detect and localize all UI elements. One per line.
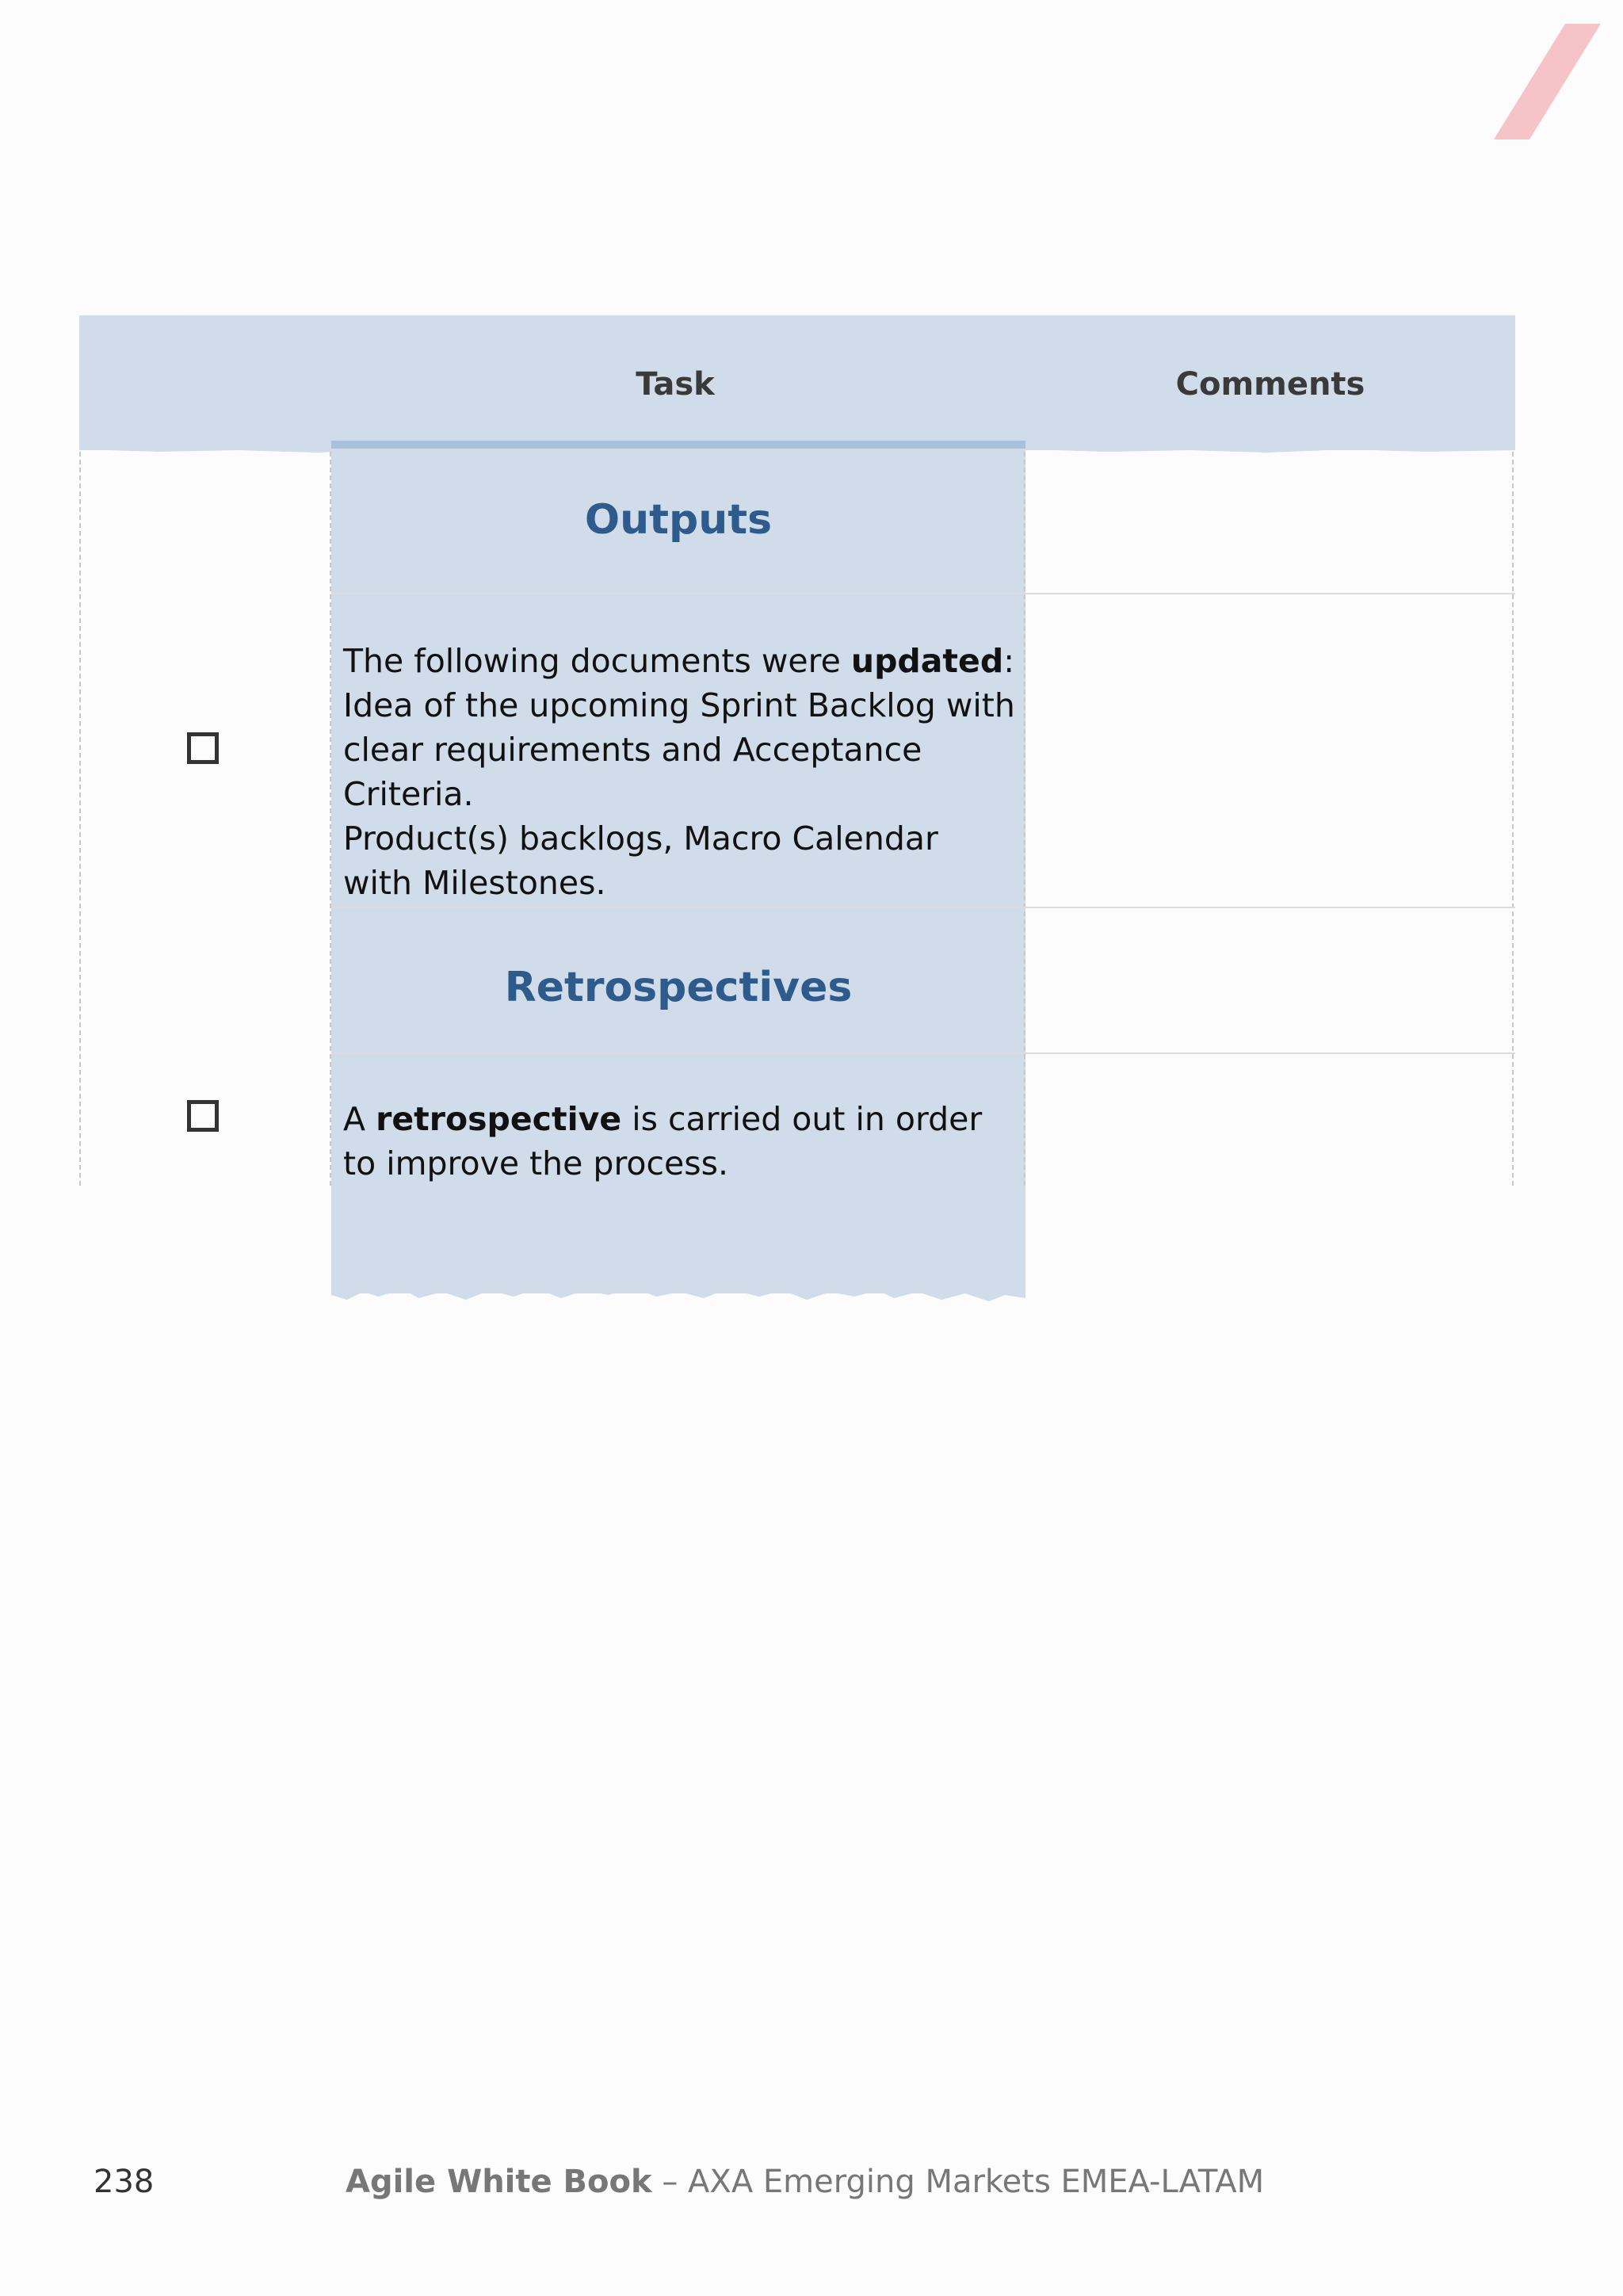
task-column-torn-edge — [331, 1281, 1025, 1305]
row-divider — [331, 907, 1515, 908]
book-title: Agile White Book — [346, 2164, 652, 2200]
column-header-comments: Comments — [1175, 366, 1365, 403]
retrospectives-task-text — [343, 1097, 1017, 1186]
text: The following documents were — [343, 642, 851, 680]
outputs-checkbox[interactable] — [187, 732, 219, 764]
retrospectives-checkbox[interactable] — [187, 1100, 219, 1132]
bold-text: updated — [850, 642, 1004, 680]
table-right-border — [1512, 452, 1514, 1186]
page-number: 238 — [94, 2164, 155, 2200]
table-left-border — [79, 452, 81, 1186]
outputs-task-text — [343, 639, 1017, 905]
text: : — [1003, 642, 1015, 680]
section-title-outputs: Outputs — [584, 496, 773, 544]
task-right-border — [1024, 452, 1025, 1186]
text: Product(s) backlogs, Macro Calendar with Milestones. — [343, 819, 938, 902]
column-header-task: Task — [636, 366, 715, 403]
task-left-border — [330, 452, 331, 1186]
bold-text: retrospective — [376, 1100, 622, 1138]
text: is carried out in order to improve the process. — [343, 1100, 983, 1182]
book-subtitle: AXA Emerging Markets EMEA-LATAM — [688, 2164, 1265, 2200]
row-divider — [331, 593, 1515, 594]
separator: – — [651, 2164, 689, 2200]
row-divider — [331, 1052, 1515, 1054]
footer-title — [346, 2164, 1264, 2200]
corner-accent-stripe — [1490, 16, 1601, 143]
text: Idea of the upcoming Sprint Backlog with clear requirements and Acceptance Criteria. — [343, 686, 1015, 813]
text: A — [343, 1100, 376, 1138]
task-column-top-border — [331, 441, 1025, 449]
section-title-retrospectives: Retrospectives — [504, 964, 853, 1011]
